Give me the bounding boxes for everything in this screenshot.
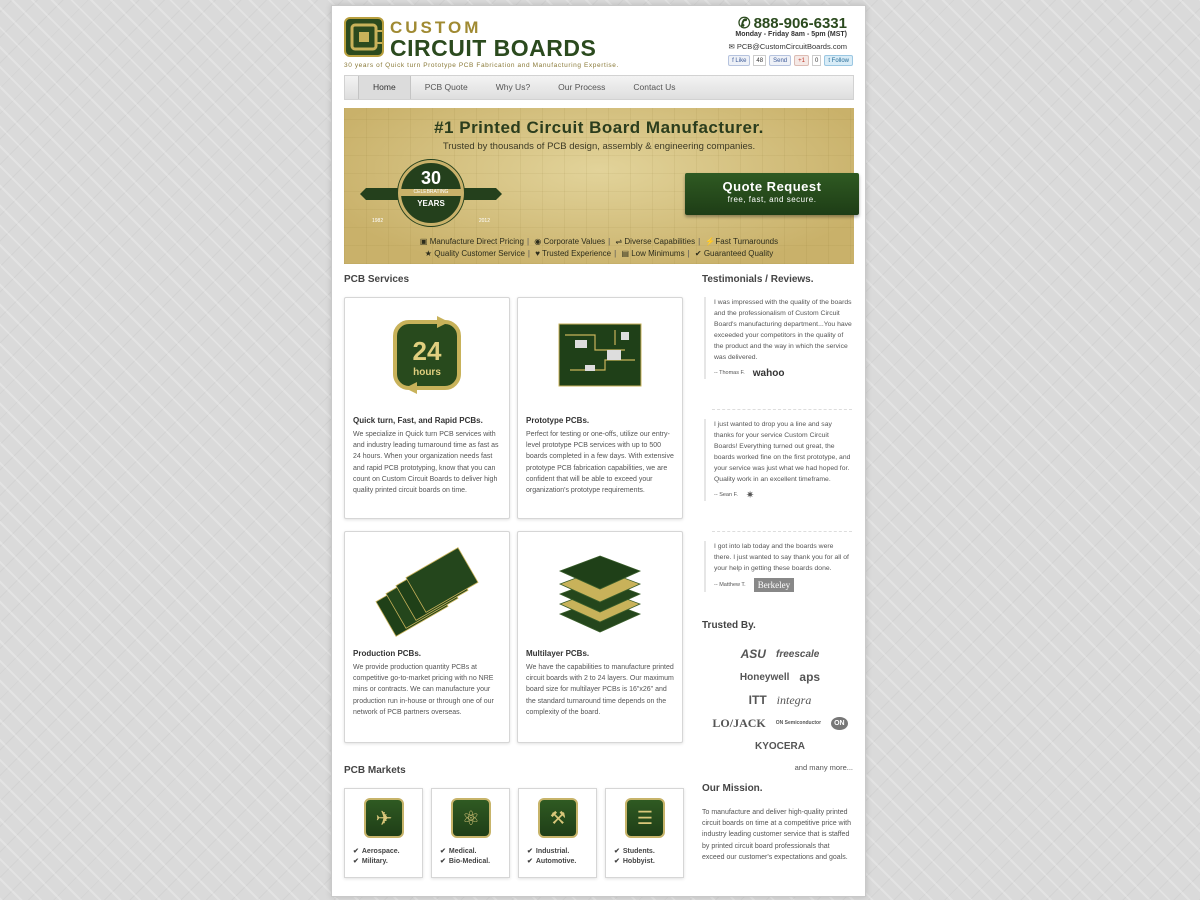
nav-pcb-quote[interactable]: PCB Quote — [424, 82, 468, 92]
heart-icon: ♥ — [535, 249, 540, 258]
logo-row — [710, 667, 850, 687]
logo-row — [710, 690, 850, 710]
banner-subtitle: Trusted by thousands of PCB design, assembly & engineering companies. — [442, 141, 756, 152]
feature-item: Low Minimums — [631, 249, 685, 258]
freescale-logo: freescale — [775, 648, 820, 660]
check-icon: ✔ — [440, 848, 446, 855]
signature-logo: ✷ — [745, 489, 755, 501]
kyocera-logo: KYOCERA — [754, 740, 805, 752]
phone-text: 888-906-6331 — [753, 15, 847, 32]
trophy-icon: ★ — [424, 249, 432, 258]
feature-item: Fast Turnarounds — [715, 237, 779, 246]
testimonial-author: -- Thomas F. — [714, 370, 745, 377]
divider — [712, 409, 852, 410]
service-text: Perfect for testing or one-offs, utilize our entry-level prototype PCB services with up to 500 boards completed in a few days. With extensive prototype PCB fabrication capabilities, we are confident that will be able to exceed your organization's prototype requirements. — [526, 431, 674, 495]
brand-name-bottom: CIRCUIT BOARDS — [390, 35, 597, 61]
check-icon: ✔ — [527, 858, 533, 865]
market-item: Medical. — [448, 848, 477, 855]
trusted-heading: Trusted By. — [702, 620, 756, 631]
facebook-icon: f — [732, 58, 736, 64]
market-aerospace[interactable] — [344, 788, 423, 878]
mission-heading: Our Mission. — [702, 783, 763, 794]
tagline: 30 years of Quick turn Prototype PCB Fabrication and Manufacturing Expertise. — [344, 62, 619, 69]
main-nav — [344, 75, 854, 100]
check-icon: ✔ — [353, 848, 359, 855]
business-hours: Monday - Friday 8am - 5pm (MST) — [735, 31, 847, 38]
feature-item: Corporate Values — [543, 237, 606, 246]
market-list — [527, 847, 576, 867]
feature-item: Trusted Experience — [542, 249, 612, 258]
honeywell-logo: Honeywell — [739, 671, 790, 683]
shuffle-icon: ⇌ — [615, 237, 623, 246]
testimonial-author-row — [714, 368, 852, 379]
banner-title: #1 Printed Circuit Board Manufacturer. — [434, 118, 764, 137]
market-list — [614, 847, 655, 867]
market-medical[interactable] — [431, 788, 510, 878]
services-heading: PCB Services — [344, 274, 410, 285]
multilayer-pcb-icon — [518, 544, 682, 634]
logo-row — [710, 736, 850, 756]
airplane-icon: ✈ — [364, 798, 404, 838]
book-icon: ☰ — [625, 798, 665, 838]
factory-icon: ⚒ — [538, 798, 578, 838]
icon-24-text: 24 — [412, 336, 442, 366]
mission-text: To manufacture and deliver high-quality printed circuit boards on time at a competitive price with industry leading customer service that is staffed by printed circuit board professionals that exceed our customer's expectations and goals. — [702, 809, 852, 861]
like-count: 48 — [753, 55, 766, 66]
service-card-prototype[interactable] — [517, 297, 683, 519]
testimonial-1 — [704, 297, 852, 379]
prototype-pcb-icon — [518, 310, 682, 400]
market-item: Students. — [622, 848, 655, 855]
nav-why-us[interactable]: Why Us? — [495, 82, 531, 92]
like-label: Like — [735, 58, 747, 64]
market-industrial[interactable] — [518, 788, 597, 878]
page-container — [331, 5, 866, 897]
berkeley-logo: Berkeley — [754, 578, 794, 592]
badge-year-end: 2012 — [478, 218, 490, 224]
badge-number: 30 — [420, 168, 442, 188]
feature-row-1: ▣ Manufacture Direct Pricing | ◉ Corporate Values | ⇌ Diverse Capabilities | ⚡Fast Turnarounds — [419, 237, 779, 246]
service-title: Multilayer PCBs. — [526, 649, 590, 658]
google-plus-button[interactable]: +1 — [794, 55, 809, 66]
badge-circle — [398, 160, 464, 226]
divider — [712, 531, 852, 532]
anniversary-badge — [366, 160, 496, 226]
market-item: Aerospace. — [361, 848, 400, 855]
markets-heading: PCB Markets — [344, 765, 406, 776]
lightning-icon: ⚡ — [705, 237, 716, 246]
testimonial-text: I got into lab today and the boards were there. I just wanted to say thank you for all of your help in getting these boards done. — [714, 543, 849, 573]
badge-celebrating: CELEBRATING — [401, 189, 461, 196]
lojack-logo: LO/JACK — [712, 715, 766, 730]
aps-logo: aps — [799, 670, 821, 684]
check-icon: ✔ — [353, 858, 359, 865]
plus-count: 0 — [812, 55, 821, 66]
twitter-icon: t — [828, 58, 832, 64]
phone-icon: ✆ — [738, 15, 751, 32]
testimonial-3 — [704, 541, 852, 592]
testimonial-author: -- Sean F. — [714, 492, 738, 499]
icon-hours-text: hours — [413, 367, 441, 378]
feature-item: Diverse Capabilities — [624, 237, 696, 246]
logo-row — [710, 713, 850, 733]
feature-item: Guaranteed Quality — [703, 249, 774, 258]
market-item: Automotive. — [535, 858, 577, 865]
chart-icon: ▤ — [621, 249, 629, 258]
service-text: We provide production quantity PCBs at competitive go-to-market pricing with no NRE mins or contracts. We can manufacture your production run in-house or through one of our network of PCB partners overseas. — [353, 664, 494, 716]
service-text: We have the capabilities to manufacture printed circuit boards with 2 to 24 layers. Our maximum board size for multilayer PCBs is 16"x26" and the standard turnaround time depends on the complexity of the board. — [526, 664, 674, 716]
service-title: Quick turn, Fast, and Rapid PCBs. — [353, 416, 483, 425]
many-more-link[interactable]: and many more... — [794, 763, 853, 772]
logo-row — [710, 644, 850, 664]
feature-list — [344, 236, 854, 260]
twitter-follow-button[interactable] — [824, 55, 853, 66]
badge-year-start: 1982 — [372, 218, 384, 224]
nav-home[interactable]: Home — [358, 76, 411, 99]
testimonial-text: I just wanted to drop you a line and say thanks for your service Custom Circuit Boards! Everything turned out great, the boards worked fine on the first prototype, and your service was just what we had hoped for. Quality work in an excellent timeframe. — [714, 421, 851, 484]
mail-icon: ✉ — [728, 42, 737, 51]
globe-icon: ◉ — [534, 237, 542, 246]
brand-name-top: CUSTOM — [390, 18, 482, 37]
social-buttons — [728, 55, 853, 66]
market-item: Industrial. — [535, 848, 570, 855]
check-icon: ✔ — [614, 848, 620, 855]
email-link[interactable] — [728, 42, 847, 51]
service-title: Prototype PCBs. — [526, 416, 590, 425]
production-pcb-stack-icon — [345, 544, 509, 634]
market-list — [353, 847, 400, 867]
check-icon: ✔ — [527, 848, 533, 855]
nav-our-process[interactable]: Our Process — [558, 82, 606, 92]
facebook-like-button[interactable] — [728, 55, 750, 66]
itt-logo: ITT — [748, 693, 767, 707]
phone-number[interactable] — [738, 14, 847, 32]
market-list — [440, 847, 490, 867]
testimonial-author-row — [714, 490, 852, 501]
integra-logo: integra — [776, 692, 812, 707]
quote-title: Quote Request — [722, 179, 822, 194]
trusted-logos — [710, 644, 850, 759]
testimonials-heading: Testimonials / Reviews. — [702, 274, 814, 285]
nav-contact-us[interactable]: Contact Us — [633, 82, 676, 92]
logo-icon[interactable] — [344, 17, 384, 57]
on-semiconductor-logo: ON Semiconductor — [775, 720, 822, 726]
service-text: We specialize in Quick turn PCB services with and industry leading turnaround time as fast as 24 hours. When your organization needs fast and rapid PCB prototyping, know that you can count on Custom Circuit Boards to deliver high quality printed circuit boards on time. — [353, 431, 499, 495]
testimonial-author-row — [714, 578, 852, 592]
follow-label: Follow — [831, 58, 849, 64]
service-card-multilayer[interactable] — [517, 531, 683, 743]
check-icon: ✔ — [440, 858, 446, 865]
market-item: Hobbyist. — [622, 858, 655, 865]
service-card-production[interactable] — [344, 531, 510, 743]
atom-icon: ⚛ — [451, 798, 491, 838]
service-title: Production PCBs. — [353, 649, 422, 658]
check-icon: ✔ — [614, 858, 620, 865]
pricing-icon: ▣ — [419, 237, 428, 246]
wahoo-logo: wahoo — [752, 367, 785, 379]
testimonial-author: -- Matthew T. — [714, 582, 746, 589]
quote-request-button[interactable] — [685, 173, 859, 215]
thumbs-up-icon: ✔ — [694, 249, 702, 258]
market-students[interactable] — [605, 788, 684, 878]
24-hours-icon — [345, 310, 509, 400]
send-button[interactable]: Send — [769, 55, 791, 66]
badge-years: YEARS — [417, 199, 445, 208]
quote-subtitle: free, fast, and secure. — [727, 195, 817, 204]
feature-row-2: ★ Quality Customer Service | ♥ Trusted Experience | ▤ Low Minimums | ✔ Guaranteed Quality — [424, 249, 774, 258]
email-text: PCB@CustomCircuitBoards.com — [736, 42, 847, 51]
feature-item: Quality Customer Service — [434, 249, 525, 258]
testimonial-2 — [704, 419, 852, 501]
hero-banner — [344, 108, 854, 264]
asu-logo: ASU — [740, 647, 766, 661]
service-card-quickturn[interactable] — [344, 297, 510, 519]
market-item: Military. — [361, 858, 388, 865]
on-logo: ON — [831, 717, 848, 730]
market-item: Bio-Medical. — [448, 858, 491, 865]
testimonial-text: I was impressed with the quality of the boards and the professionalism of Custom Circuit Board's manufacturing department...You have exceeded your competitors in the quality of the product and the way in which the service was delivered. — [714, 299, 852, 362]
feature-item: Manufacture Direct Pricing — [429, 237, 524, 246]
